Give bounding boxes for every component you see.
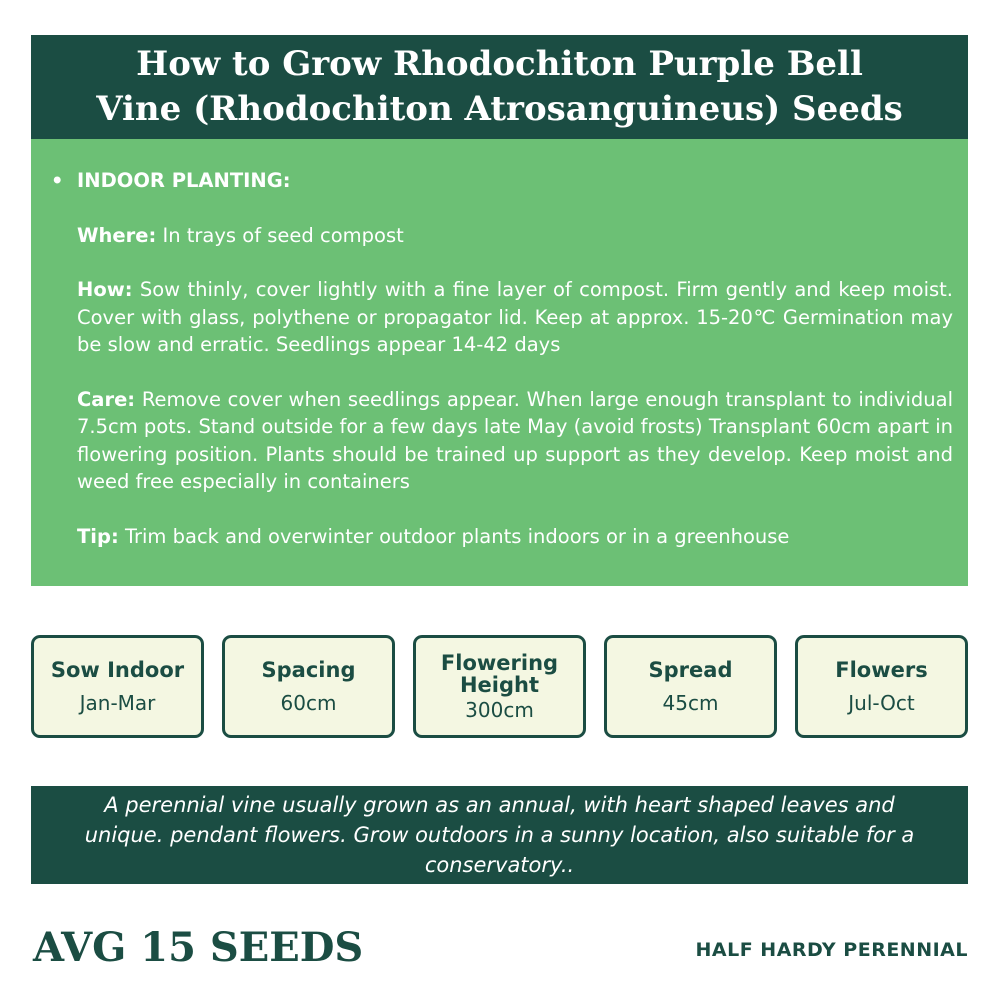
stat-label: Flowering Height <box>440 650 559 697</box>
where-text: In trays of seed compost <box>156 223 404 247</box>
seed-count: AVG 15 SEEDS <box>33 924 364 971</box>
title-line-2: Vine (Rhodochiton Atrosanguineus) Seeds <box>96 89 903 129</box>
stat-value: Jan-Mar <box>79 690 156 715</box>
stat-card-spacing <box>222 635 395 738</box>
description-text: A perennial vine usually grown as an annual, with heart shaped leaves and unique. pendant flowers. Grow outdoors in a sunny location, also suitable for a conservatory.. <box>84 793 915 877</box>
where-label: Where: <box>77 223 157 247</box>
stat-value: Jul-Oct <box>848 690 915 715</box>
where-paragraph <box>77 222 953 250</box>
stat-value: 60cm <box>280 690 337 715</box>
planting-instructions-panel <box>31 139 968 586</box>
stat-card-flowering-height <box>413 635 586 738</box>
stat-label: Spread <box>648 657 733 682</box>
title-line-1: How to Grow Rhodochiton Purple Bell <box>136 44 863 84</box>
title-banner <box>31 35 968 139</box>
tip-label: Tip: <box>77 524 119 548</box>
care-text: Remove cover when seedlings appear. When large enough transplant to individual 7.5cm pots. Stand outside for a few days late May (avoid frosts) Transplant 60cm apart in flowering position. Plants should be trained up support as they develop. Keep moist and weed free especially in containers <box>77 387 953 493</box>
tip-paragraph <box>77 523 953 551</box>
stat-label: Sow Indoor <box>50 657 185 682</box>
stat-card-spread <box>604 635 777 738</box>
how-label: How: <box>77 278 133 301</box>
stat-value: 300cm <box>465 697 534 722</box>
growing-stats-row <box>31 635 968 738</box>
care-paragraph <box>77 386 953 496</box>
indoor-planting-heading-row <box>51 167 953 195</box>
stat-label: Spacing <box>261 657 356 682</box>
bullet-icon: • <box>51 169 64 192</box>
stat-card-sow-indoor <box>31 635 204 738</box>
how-text: Sow thinly, cover lightly with a fine layer of compost. Firm gently and keep moist. Cover with glass, polythene or propagator lid. Keep at approx. 15-20℃ Germination may be slow and erratic. Seedlings appear 14-42 days <box>77 278 953 356</box>
tip-text: Trim back and overwinter outdoor plants indoors or in a greenhouse <box>118 524 790 548</box>
stat-label: Flowers <box>835 657 928 682</box>
stat-card-flowers <box>795 635 968 738</box>
description-banner <box>31 786 968 884</box>
hardiness-label: HALF HARDY PERENNIAL <box>695 939 968 961</box>
indoor-planting-heading: INDOOR PLANTING: <box>77 169 291 192</box>
how-paragraph <box>77 276 953 359</box>
care-label: Care: <box>77 387 136 411</box>
stat-value: 45cm <box>662 690 719 715</box>
